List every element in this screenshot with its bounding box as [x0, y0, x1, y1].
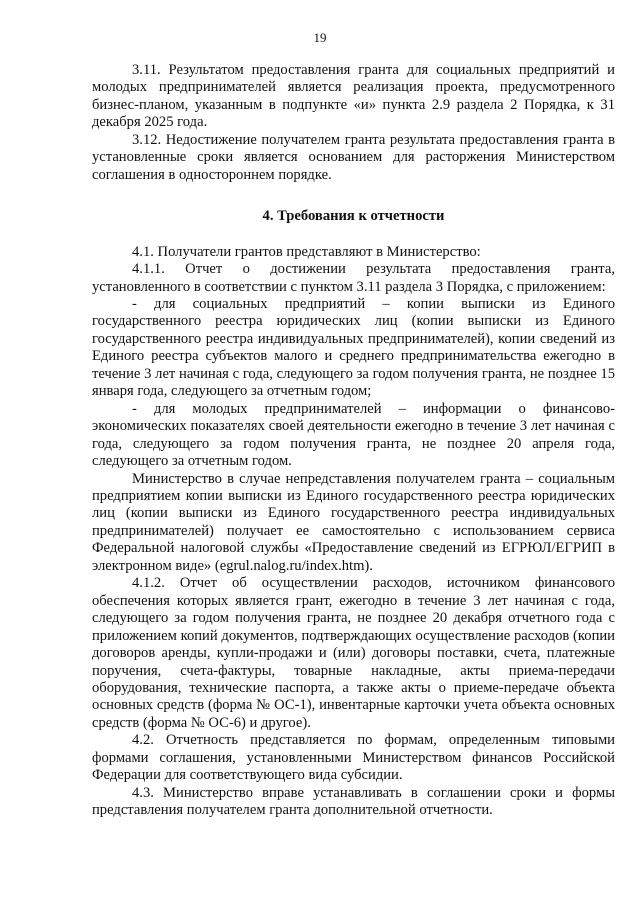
paragraph-4-3: 4.3. Министерство вправе устанавливать в соглашении сроки и формы представления получателем гранта дополнительной отчетности.: [92, 784, 615, 819]
paragraph-4-1-1: 4.1.1. Отчет о достижении результата предоставления гранта, установленного в соответствии с пунктом 3.11 раздела 3 Порядка, с приложением:: [92, 261, 615, 295]
paragraph-3-12: 3.12. Недостижение получателем гранта результата предоставления гранта в установленные сроки является основанием для расторжения Министерством соглашения в одностороннем порядке.: [92, 131, 615, 183]
list-item-young-entrepreneurs: - для молодых предпринимателей – информации о финансово-экономических показателях своей деятельности ежегодно в течение 3 лет начиная с года, следующего за годом получения гранта, не позднее 20 апреля года, следующего за отчетным годом.: [92, 400, 615, 470]
paragraph-4-1-2: 4.1.2. Отчет об осуществлении расходов, источником финансового обеспечения которых является грант, ежегодно в течение 3 лет начиная с года, следующего за годом получения гранта, не позднее 20 декабря отчетного года с приложением копий документов, подтверждающих осуществление расходов (копии договоров аренды, купли-продажи и (или) договоры поставки, счета, платежные поручения, счета-фактуры, товарные накладные, акты приема-передачи оборудования, технические паспорта, а также акты о приеме-передаче объекта основных средств (форма № ОС-1), инвентарные карточки учета объекта основных средств (форма № ОС-6) и другое).: [92, 575, 615, 731]
page-number: 19: [313, 30, 327, 45]
section-heading: 4. Требования к отчетности: [262, 208, 445, 225]
list-item-social-enterprises: - для социальных предприятий – копии выписки из Единого государственного реестра юридических лиц (копии выписки из Единого государственного реестра индивидуальных предпринимателей), копии сведений из Единого реестра субъектов малого и среднего предпринимательства ежегодно в течение 3 лет начиная с года, следующего за годом получения гранта, не позднее 15 января года, следующего за отчетным годом;: [92, 295, 615, 400]
paragraph-4-2: 4.2. Отчетность представляется по формам, определенным типовыми формами соглашения, установленными Министерством финансов Российской Федерации для соответствующего вида субсидии.: [92, 732, 615, 784]
document-body: [92, 62, 615, 820]
paragraph-4-1: 4.1. Получатели грантов представляют в Министерство:: [132, 243, 481, 260]
paragraph-ministry-egrul: Министерство в случае непредставления получателем гранта – социальным предприятием копии выписки из Единого государственного реестра юридических лиц (копии выписки из Единого государственного реестра индивидуальных предпринимателей) получает ее самостоятельно с использованием сервиса Федеральной налоговой службы «Предоставление сведений из ЕГРЮЛ/ЕГРИП в электронном виде» (egrul.nalog.ru/index.htm).: [92, 470, 615, 574]
paragraph-3-11: 3.11. Результатом предоставления гранта для социальных предприятий и молодых предпринимателей является реализация проекта, предусмотренного бизнес-планом, указанным в подпункте «и» пункта 2.9 раздела 2 Порядка, к 31 декабря 2025 года.: [92, 62, 615, 131]
